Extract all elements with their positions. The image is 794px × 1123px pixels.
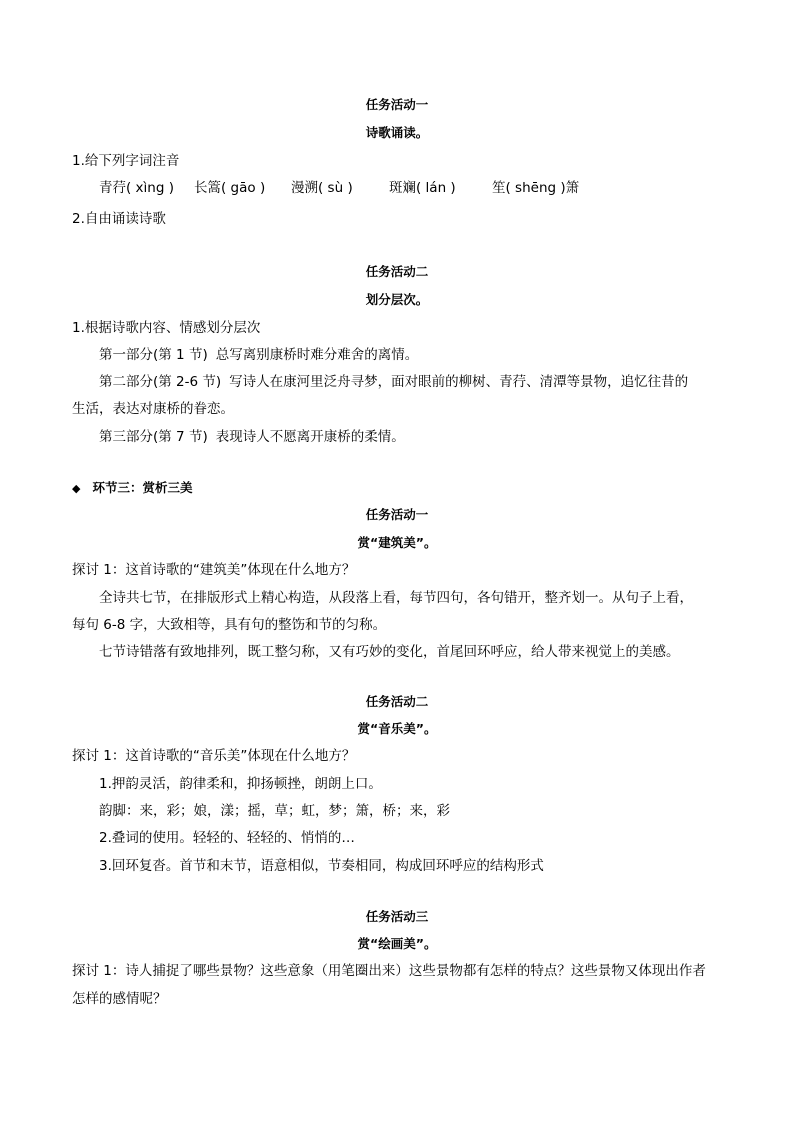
section4-line2: 韵脚：来，彩；娘，漾；摇，草；虹，梦；箫，桥；来，彩 xyxy=(99,803,450,819)
section4-line3: 2.叠词的使用。轻轻的、轻轻的、悄悄的… xyxy=(99,830,355,846)
section2-subtitle: 划分层次。 xyxy=(365,292,429,307)
section5-question: 探讨 1：诗人捕捉了哪些景物？这些意象（用笔圈出来）这些景物都有怎样的特点？这些景物又体现出作者 xyxy=(72,963,706,979)
pinyin-entry: 青荇( xìng ) xyxy=(99,180,174,196)
part2-line: 第二部分(第 2-6 节) 写诗人在康河里泛舟寻梦，面对眼前的柳树、青荇、清潭等景物，追忆往昔的 xyxy=(99,374,689,390)
pinyin-entry: 漫溯( sù ) xyxy=(291,180,353,196)
section1-subtitle: 诗歌诵读。 xyxy=(365,125,429,140)
section4-line4: 3.回环复沓。首节和末节，语意相似，节奏相同，构成回环呼应的结构形式 xyxy=(99,858,544,874)
pinyin-row xyxy=(99,178,719,198)
pinyin-entry: 斑斓( lán ) xyxy=(389,180,456,196)
section5-subtitle: 赏“绘画美”。 xyxy=(357,936,437,951)
diamond-bullet-icon: ◆ xyxy=(72,482,81,495)
part3-line: 第三部分(第 7 节) 表现诗人不愿离开康桥的柔情。 xyxy=(99,429,405,445)
section1-title: 任务活动一 xyxy=(365,97,429,112)
section5-title: 任务活动三 xyxy=(365,909,429,924)
section3-p1-cont: 每句 6-8 字，大致相等，具有句的整饬和节的匀称。 xyxy=(72,617,387,633)
section1-item2: 2.自由诵读诗歌 xyxy=(72,211,166,227)
section3-question: 探讨 1：这首诗歌的“建筑美”体现在什么地方？ xyxy=(72,562,356,578)
stage3-heading: ◆ 环节三：赏析三美 xyxy=(72,480,193,495)
pinyin-entry: 笙( shēng )箫 xyxy=(492,180,580,196)
section3-p2: 七节诗错落有致地排列，既工整匀称，又有巧妙的变化，首尾回环呼应，给人带来视觉上的美感。 xyxy=(99,644,680,660)
pinyin-entry: 长篙( gāo ) xyxy=(194,180,266,196)
section1-item1: 1.给下列字词注音 xyxy=(72,153,180,169)
section3-subtitle: 赏“建筑美”。 xyxy=(357,535,437,550)
section5-question-cont: 怎样的感情呢？ xyxy=(72,991,167,1007)
section4-title: 任务活动二 xyxy=(365,694,429,709)
section4-subtitle: 赏“音乐美”。 xyxy=(357,721,437,736)
section4-line1: 1.押韵灵活，韵律柔和，抑扬顿挫，朗朗上口。 xyxy=(99,776,382,792)
section3-p1: 全诗共七节，在排版形式上精心构造，从段落上看，每节四句，各句错开，整齐划一。从句子上看， xyxy=(99,590,693,606)
section2-item1: 1.根据诗歌内容、情感划分层次 xyxy=(72,320,261,336)
section4-question: 探讨 1：这首诗歌的“音乐美”体现在什么地方？ xyxy=(72,748,356,764)
part2-line-cont: 生活，表达对康桥的眷恋。 xyxy=(72,401,234,417)
part1-line: 第一部分(第 1 节) 总写离别康桥时难分难舍的离情。 xyxy=(99,347,419,363)
section3-title: 任务活动一 xyxy=(365,507,429,522)
section2-title: 任务活动二 xyxy=(365,264,429,279)
